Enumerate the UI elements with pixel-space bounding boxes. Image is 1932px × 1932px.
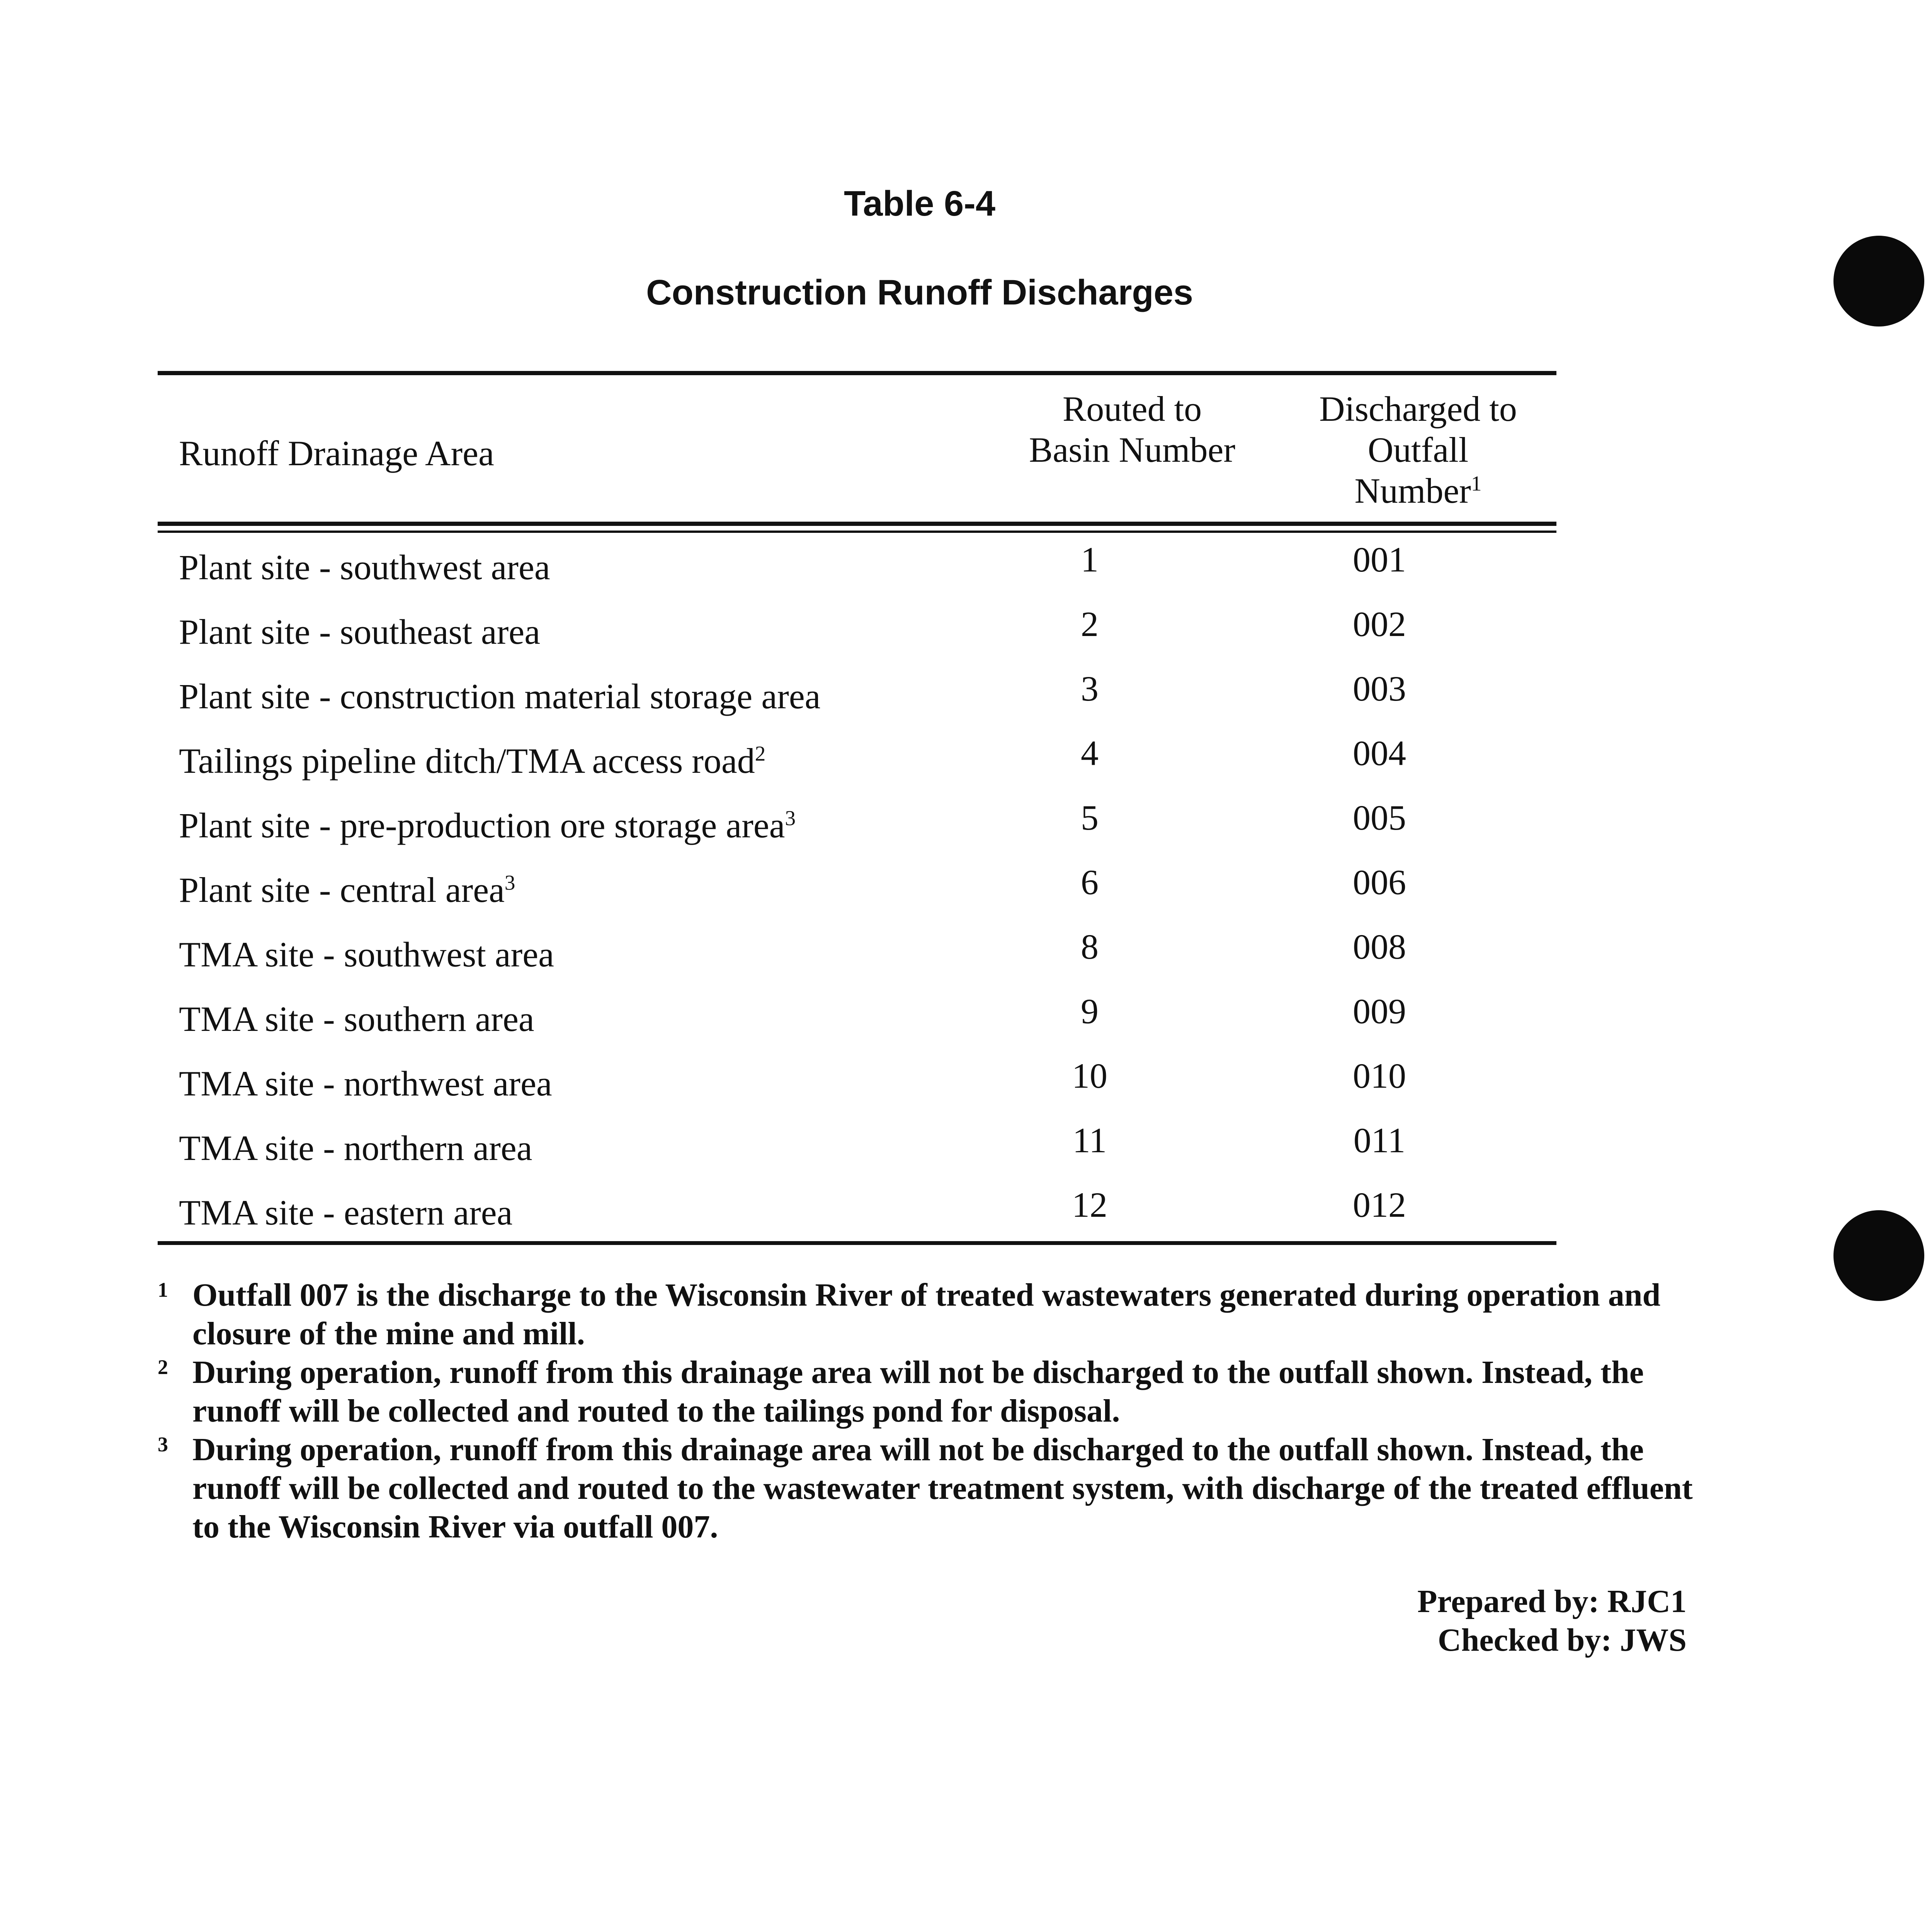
header-outfall-number [1275, 388, 1561, 511]
row-drainage-area [179, 804, 796, 847]
row-outfall-number: 012 [1353, 1185, 1406, 1225]
header-rule-upper [158, 522, 1556, 526]
row-footnote-ref: 2 [755, 742, 766, 765]
table-row [158, 664, 1556, 729]
row-outfall-number: 008 [1353, 927, 1406, 966]
row-area-text: TMA site - northwest area [179, 1064, 552, 1103]
footnote-mark: 1 [158, 1278, 168, 1301]
row-drainage-area [179, 1191, 512, 1234]
row-area-text: Plant site - construction material storage area [179, 677, 821, 716]
row-area-text: Plant site - southeast area [179, 612, 541, 651]
table-row [158, 1051, 1556, 1116]
row-area-text: Tailings pipeline ditch/TMA access road [179, 741, 755, 781]
row-basin-number: 8 [1081, 927, 1099, 966]
row-outfall-number: 006 [1353, 862, 1406, 902]
row-outfall-number: 004 [1353, 733, 1406, 773]
row-area-text: TMA site - eastern area [179, 1193, 513, 1232]
row-outfall-number: 002 [1353, 604, 1406, 644]
row-basin-number: 10 [1072, 1056, 1107, 1095]
footnote-text: During operation, runoff from this drainage area will not be discharged to the outfall shown. Instead, the runoff will be collected and routed to the wastewater treatment system, with discharge of the treated effluent to the Wisconsin River via outfall 007. [192, 1432, 1693, 1545]
table-row [158, 729, 1556, 793]
row-drainage-area [179, 1062, 552, 1105]
table-top-rule [158, 371, 1556, 375]
prepared-by: Prepared by: RJC1 [1417, 1583, 1687, 1619]
row-area-text: TMA site - southwest area [179, 935, 554, 974]
row-area-text: Plant site - southwest area [179, 548, 550, 587]
table-row [158, 987, 1556, 1051]
punch-hole [1833, 1210, 1924, 1301]
header-outfall-line2: Outfall [1367, 430, 1469, 469]
row-outfall-number: 001 [1353, 540, 1406, 579]
row-outfall-number: 011 [1353, 1121, 1406, 1160]
row-basin-number: 2 [1081, 604, 1099, 644]
row-drainage-area [179, 611, 540, 653]
row-basin-number: 3 [1081, 669, 1099, 708]
row-outfall-number: 003 [1353, 669, 1406, 708]
row-drainage-area [179, 546, 550, 588]
table-number: Table 6-4 [844, 184, 995, 223]
row-outfall-number: 009 [1353, 992, 1406, 1031]
row-area-text: Plant site - central area [179, 870, 505, 910]
header-basin-number [981, 388, 1283, 470]
table-row [158, 535, 1556, 600]
footnote-mark: 2 [158, 1355, 168, 1379]
row-basin-number: 5 [1081, 798, 1099, 837]
footnote-mark: 3 [158, 1433, 168, 1456]
header-outfall-line3 [1275, 470, 1561, 511]
table-title: Construction Runoff Discharges [646, 273, 1193, 312]
row-basin-number: 12 [1072, 1185, 1107, 1225]
row-basin-number: 1 [1081, 540, 1099, 579]
row-area-text: TMA site - northern area [179, 1128, 532, 1168]
row-drainage-area [179, 675, 821, 718]
table-row [158, 858, 1556, 922]
row-basin-number: 11 [1072, 1121, 1107, 1160]
header-drainage-area: Runoff Drainage Area [179, 434, 494, 473]
row-drainage-area [179, 1127, 532, 1169]
header-rule-lower [158, 531, 1556, 533]
header-outfall-line3-text: Number [1354, 471, 1471, 510]
row-basin-number: 6 [1081, 862, 1099, 902]
footnote-text: During operation, runoff from this drainage area will not be discharged to the outfall shown. Instead, the runoff will be collected and routed to the tailings pond for disposal. [192, 1354, 1644, 1429]
footnote-text: Outfall 007 is the discharge to the Wisconsin River of treated wastewaters generated during operation and closure of the mine and mill. [192, 1277, 1661, 1352]
row-basin-number: 4 [1081, 733, 1099, 773]
row-drainage-area [179, 869, 515, 911]
table-row [158, 922, 1556, 987]
header-basin-line2: Basin Number [1029, 430, 1236, 469]
row-drainage-area [179, 933, 554, 976]
row-outfall-number: 010 [1353, 1056, 1406, 1095]
header-outfall-line1: Discharged to [1319, 389, 1517, 429]
row-drainage-area [179, 998, 534, 1040]
table-row [158, 1116, 1556, 1180]
table-row [158, 793, 1556, 858]
row-outfall-number: 005 [1353, 798, 1406, 837]
header-basin-line1: Routed to [1062, 389, 1202, 429]
row-area-text: Plant site - pre-production ore storage area [179, 806, 785, 845]
row-basin-number: 9 [1081, 992, 1099, 1031]
row-drainage-area [179, 740, 765, 782]
row-footnote-ref: 3 [504, 871, 515, 895]
table-row [158, 600, 1556, 664]
table-row [158, 1180, 1556, 1245]
row-footnote-ref: 3 [785, 806, 796, 830]
punch-hole [1833, 236, 1924, 327]
checked-by: Checked by: JWS [1437, 1622, 1687, 1658]
row-area-text: TMA site - southern area [179, 999, 534, 1039]
header-outfall-footnote-ref: 1 [1471, 471, 1482, 495]
